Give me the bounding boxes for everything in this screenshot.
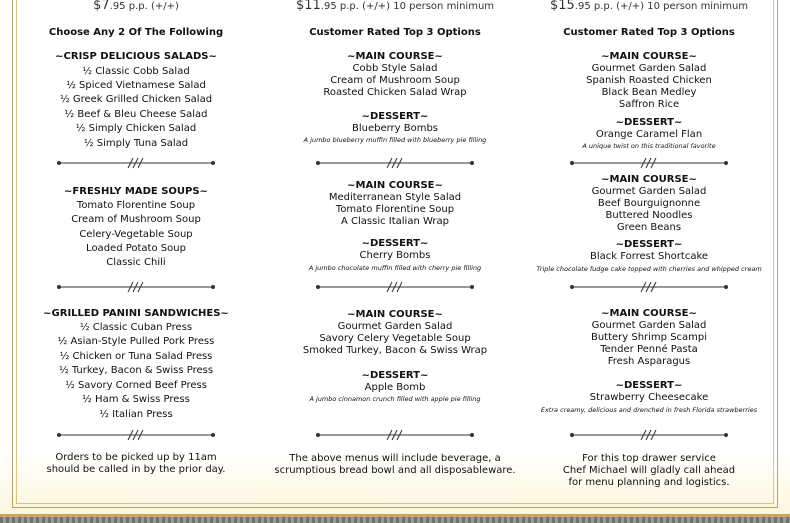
list-item: Mediterranean Style Salad: [328, 192, 462, 203]
list-item: Black Bean Medley: [601, 87, 697, 98]
dessert-note: A jumbo cinnamon crunch filled with apple pie filling: [309, 395, 481, 403]
list-item: Smoked Turkey, Bacon & Swiss Wrap: [302, 345, 488, 356]
list-item: Celery-Vegetable Soup: [79, 229, 193, 240]
list-item: Gourmet Garden Salad: [337, 321, 453, 332]
list-item: ½ Turkey, Bacon & Swiss Press: [58, 365, 214, 376]
list-item: Loaded Potato Soup: [86, 243, 186, 254]
section-title-soups: ~FRESHLY MADE SOUPS~: [64, 186, 208, 197]
dessert-note: A unique twist on this traditional favorite: [582, 142, 716, 150]
main-course-title: ~MAIN COURSE~: [601, 51, 697, 62]
list-item: Gourmet Garden Salad: [591, 186, 707, 197]
section-title-salads: ~CRISP DELICIOUS SALADS~: [55, 51, 217, 62]
price-detail: .95 p.p. (+/+) 10 person minimum: [574, 1, 749, 12]
list-item: A Classic Italian Wrap: [340, 216, 449, 227]
footer-line: For this top drawer service: [582, 453, 716, 464]
price-line: [524, 0, 774, 13]
list-item: Green Beans: [616, 222, 682, 233]
list-item: Saffron Rice: [618, 99, 680, 110]
main-course-title: ~MAIN COURSE~: [347, 180, 443, 191]
list-item: ½ Classic Cobb Salad: [82, 66, 190, 77]
menu-column-7-95: [11, 0, 261, 500]
list-item: Roasted Chicken Salad Wrap: [323, 87, 467, 98]
dessert-note: Triple chocolate fudge cake topped with cherries and whipped cream: [536, 265, 762, 273]
list-item: Beef Bourguignonne: [597, 198, 701, 209]
ornamental-divider: [56, 429, 216, 441]
list-item: Fresh Asparagus: [607, 356, 691, 367]
ornamental-divider: [315, 281, 475, 293]
footer-line: for menu planning and logistics.: [568, 477, 730, 488]
dessert-title: ~DESSERT~: [361, 111, 429, 122]
main-course-title: ~MAIN COURSE~: [347, 309, 443, 320]
menu-column-15-95: [524, 0, 774, 500]
dessert-note: A jumbo blueberry muffin filled with blueberry pie filling: [303, 136, 487, 144]
section-title-panini: ~GRILLED PANINI SANDWICHES~: [43, 308, 229, 319]
list-item: Cream of Mushroom Soup: [71, 214, 201, 225]
ornamental-divider: [315, 429, 475, 441]
list-item: ½ Ham & Swiss Press: [82, 394, 190, 405]
list-item: Gourmet Garden Salad: [591, 63, 707, 74]
dessert-item: Blueberry Bombs: [351, 123, 439, 134]
dessert-note: Extra creamy, delicious and drenched in fresh Florida strawberries: [540, 406, 758, 414]
list-item: Spanish Roasted Chicken: [586, 75, 712, 86]
price-amount: $15: [549, 0, 575, 13]
dessert-item: Orange Caramel Flan: [595, 129, 703, 140]
list-item: Cobb Style Salad: [352, 63, 438, 74]
list-item: ½ Asian-Style Pulled Pork Press: [57, 336, 215, 347]
list-item: ½ Italian Press: [99, 409, 173, 420]
list-item: Gourmet Garden Salad: [591, 320, 707, 331]
list-item: Buttered Noodles: [605, 210, 693, 221]
column-heading: Choose Any 2 Of The Following: [48, 27, 224, 38]
list-item: ½ Greek Grilled Chicken Salad: [59, 94, 213, 105]
footer-line: Chef Michael will gladly call ahead: [562, 465, 736, 476]
column-heading: Customer Rated Top 3 Options: [309, 27, 481, 38]
main-course-title: ~MAIN COURSE~: [601, 174, 697, 185]
dessert-note: A jumbo chocolate muffin filled with cherry pie filling: [308, 264, 482, 272]
main-course-title: ~MAIN COURSE~: [347, 51, 443, 62]
footer-line: The above menus will include beverage, a: [289, 453, 501, 464]
main-course-title: ~MAIN COURSE~: [601, 308, 697, 319]
dessert-title: ~DESSERT~: [615, 380, 683, 391]
ornamental-divider: [569, 281, 729, 293]
ornamental-divider: [569, 157, 729, 169]
price-detail: .95 p.p. (+/+) 10 person minimum: [320, 1, 495, 12]
menu-column-11-95: [270, 0, 520, 500]
list-item: ½ Chicken or Tuna Salad Press: [59, 351, 213, 362]
dessert-title: ~DESSERT~: [361, 370, 429, 381]
dessert-item: Cherry Bombs: [359, 250, 431, 261]
dessert-item: Apple Bomb: [364, 382, 426, 393]
list-item: Buttery Shrimp Scampi: [590, 332, 708, 343]
list-item: ½ Spiced Vietnamese Salad: [66, 80, 206, 91]
list-item: ½ Classic Cuban Press: [79, 322, 193, 333]
column-heading: Customer Rated Top 3 Options: [563, 27, 735, 38]
list-item: Savory Celery Vegetable Soup: [319, 333, 471, 344]
list-item: ½ Simply Tuna Salad: [83, 138, 189, 149]
list-item: ½ Beef & Bleu Cheese Salad: [64, 109, 208, 120]
price-amount: $7: [93, 0, 110, 13]
dessert-title: ~DESSERT~: [615, 239, 683, 250]
list-item: ½ Savory Corned Beef Press: [65, 380, 207, 391]
price-line: [11, 0, 261, 13]
list-item: Tomato Florentine Soup: [76, 200, 196, 211]
ornamental-divider: [56, 157, 216, 169]
list-item: Tender Penné Pasta: [600, 344, 698, 355]
price-detail: .95 p.p. (+/+): [109, 1, 179, 12]
dessert-item: Strawberry Cheesecake: [589, 392, 709, 403]
list-item: ½ Simply Chicken Salad: [75, 123, 197, 134]
price-amount: $11: [295, 0, 321, 13]
price-line: [270, 0, 520, 13]
dessert-item: Black Forrest Shortcake: [589, 251, 709, 262]
footer-line: Orders to be picked up by 11am: [55, 452, 217, 463]
list-item: Cream of Mushroom Soup: [330, 75, 460, 86]
list-item: Classic Chili: [106, 257, 166, 268]
dessert-title: ~DESSERT~: [615, 117, 683, 128]
ornamental-divider: [56, 281, 216, 293]
ornamental-divider: [315, 157, 475, 169]
footer-line: scrumptious bread bowl and all disposableware.: [274, 465, 516, 476]
footer-line: should be called in by the prior day.: [46, 464, 226, 475]
ornamental-divider: [569, 429, 729, 441]
dessert-title: ~DESSERT~: [361, 238, 429, 249]
list-item: Tomato Florentine Soup: [335, 204, 455, 215]
